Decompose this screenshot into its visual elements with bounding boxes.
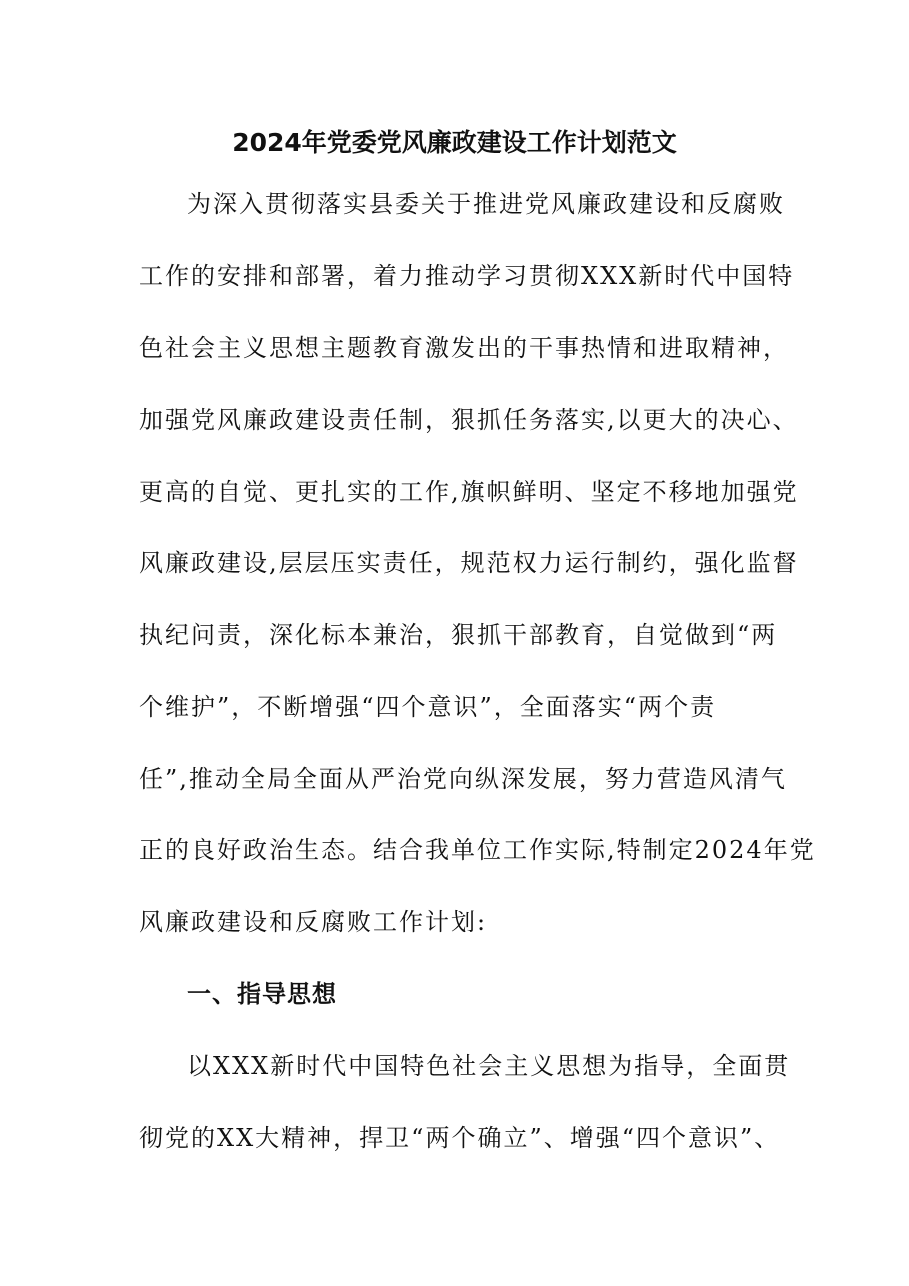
paragraph-line: 任”,推动全局全面从严治党向纵深发展，努力营造风清气 [139,765,787,793]
paragraph-line: 执纪问责，深化标本兼治，狠抓干部教育，自觉做到“两 [139,621,778,649]
paragraph-line: 工作的安排和部署，着力推动学习贯彻XXX新时代中国特 [139,262,795,290]
section-heading: 一、指导思想 [187,980,337,1008]
paragraph-line: 彻党的XX大精神，捍卫“两个确立”、增强“四个意识”、 [139,1124,781,1152]
paragraph-line: 风廉政建设和反腐败工作计划: [139,908,488,936]
document-title: 2024年党委党风廉政建设工作计划范文 [232,128,677,157]
paragraph-line: 个维护”，不断增强“四个意识”，全面落实“两个责 [139,693,717,721]
paragraph-line: 以XXX新时代中国特色社会主义思想为指导，全面贯 [187,1052,791,1080]
paragraph-line: 色社会主义思想主题教育激发出的干事热情和进取精神， [139,334,789,362]
paragraph-line: 加强党风廉政建设责任制，狠抓任务落实,以更大的决心、 [139,406,799,434]
paragraph-line: 为深入贯彻落实县委关于推进党风廉政建设和反腐败 [187,190,785,218]
paragraph-line: 正的良好政治生态。结合我单位工作实际,特制定2024年党 [139,836,816,864]
paragraph-line: 更高的自觉、更扎实的工作,旗帜鲜明、坚定不移地加强党 [139,478,799,506]
paragraph-line: 风廉政建设,层层压实责任，规范权力运行制约，强化监督 [139,549,799,577]
